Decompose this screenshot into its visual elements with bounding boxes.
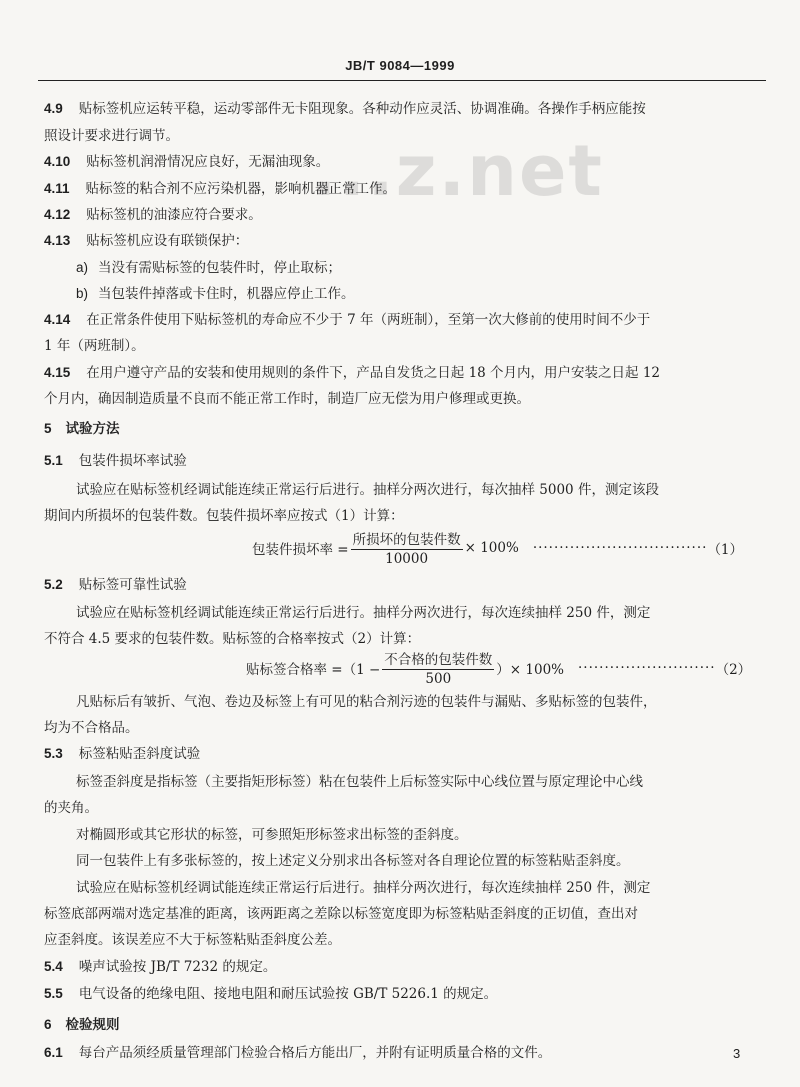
clause-4-15-cont: 个月内，确因制造质量不良而不能正常工作时，制造厂应无偿为用户修理或更换。 bbox=[44, 391, 530, 407]
clause-5-3-heading: 5.3 标签粘贴歪斜度试验 bbox=[44, 746, 201, 762]
clause-5-3-line-4: 同一包装件上有多张标签的，按上述定义分别求出各标签对各自理论位置的标签粘贴歪斜度。 bbox=[76, 853, 630, 869]
clause-4-14: 4.14 在正常条件使用下贴标签机的寿命应不少于 7 年（两班制），至第一次大修前的使用时间不少于 bbox=[44, 312, 651, 328]
page-header: JB/T 9084—1999 bbox=[345, 58, 455, 73]
page-number: 3 bbox=[733, 1046, 741, 1061]
formula-1: 包装件损坏率 = $\frac{\text{所损坏的包装件数}}{10000}$ × 100% ································· （1） bbox=[252, 528, 743, 567]
header-rule bbox=[38, 80, 766, 81]
clause-5-3-line-7: 应歪斜度。该误差应不大于标签粘贴歪斜度公差。 bbox=[44, 932, 341, 948]
clause-5-2-line-1: 试验应在贴标签机经调试能连续正常运行后进行。抽样分两次进行，每次连续抽样 250 件，测定 bbox=[76, 605, 651, 621]
formula-1-fraction: $\frac{\text{所损坏的包装件数}}{10000}$ bbox=[351, 528, 463, 567]
clause-4-10: 4.10 贴标签机润滑情况应良好，无漏油现象。 bbox=[44, 154, 330, 170]
clause-5-2-after-1: 凡贴标后有皱折、气泡、卷边及标签上有可见的粘合剂污迹的包装件与漏贴、多贴标签的包装件， bbox=[76, 694, 657, 710]
clause-4-13: 4.13 贴标签机应设有联锁保护： bbox=[44, 233, 249, 249]
formula-2-tag: （2） bbox=[715, 661, 752, 678]
clause-4-15: 4.15 在用户遵守产品的安装和使用规则的条件下，产品自发货之日起 18 个月内，用户安装之日起 12 bbox=[44, 365, 661, 381]
clause-4-11: 4.11 贴标签的粘合剂不应污染机器，影响机器正常工作。 bbox=[44, 181, 397, 197]
clause-5-1-heading: 5.1 包装件损坏率试验 bbox=[44, 453, 187, 469]
clause-5-4: 5.4 噪声试验按 JB/T 7232 的规定。 bbox=[44, 959, 277, 975]
formula-2: 贴标签合格率 =（1 − $\frac{\text{不合格的包装件数}}{500}$ ）× 100% ·························· （2） bbox=[246, 648, 751, 687]
clause-5-2-after-2: 均为不合格品。 bbox=[44, 720, 139, 736]
clause-5-5: 5.5 电气设备的绝缘电阻、接地电阻和耐压试验按 GB/T 5226.1 的规定。 bbox=[44, 986, 498, 1002]
clause-5-1-line-1: 试验应在贴标签机经调试能连续正常运行后进行。抽样分两次进行，每次抽样 5000 件，测定该段 bbox=[76, 482, 659, 498]
section-6-heading: 6 检验规则 bbox=[44, 1017, 120, 1033]
clause-5-3-line-2: 的夹角。 bbox=[44, 800, 98, 816]
formula-2-fraction: $\frac{\text{不合格的包装件数}}{500}$ bbox=[382, 648, 494, 687]
clause-4-12: 4.12 贴标签机的油漆应符合要求。 bbox=[44, 207, 262, 223]
watermark: ...z.net bbox=[310, 130, 604, 212]
clause-4-13-a: a) 当没有需贴标签的包装件时，停止取标； bbox=[76, 260, 342, 276]
clause-4-9: 4.9 贴标签机应运转平稳，运动零部件无卡阻现象。各种动作应灵活、协调准确。各操作手柄应能按 bbox=[44, 101, 646, 117]
clause-5-3-line-6: 标签底部两端对选定基准的距离，该两距离之差除以标签宽度即为标签粘贴歪斜度的正切值，查出对 bbox=[44, 906, 638, 922]
clause-4-9-cont: 照设计要求进行调节。 bbox=[44, 128, 179, 144]
clause-5-3-line-3: 对椭圆形或其它形状的标签，可参照矩形标签求出标签的歪斜度。 bbox=[76, 827, 468, 843]
clause-4-13-b: b) 当包装件掉落或卡住时，机器应停止工作。 bbox=[76, 286, 355, 302]
clause-4-14-cont: 1 年（两班制）。 bbox=[44, 338, 145, 354]
section-5-heading: 5 试验方法 bbox=[44, 421, 120, 437]
clause-6-1: 6.1 每台产品须经质量管理部门检验合格后方能出厂，并附有证明质量合格的文件。 bbox=[44, 1045, 552, 1061]
clause-5-2-heading: 5.2 贴标签可靠性试验 bbox=[44, 577, 187, 593]
clause-5-1-line-2: 期间内所损坏的包装件数。包装件损坏率应按式（1）计算： bbox=[44, 508, 404, 524]
formula-1-tag: （1） bbox=[707, 541, 744, 558]
clause-5-3-line-5: 试验应在贴标签机经调试能连续正常运行后进行。抽样分两次进行，每次连续抽样 250 件，测定 bbox=[76, 880, 651, 896]
clause-5-2-line-2: 不符合 4.5 要求的包装件数。贴标签的合格率按式（2）计算： bbox=[44, 631, 421, 647]
clause-5-3-line-1: 标签歪斜度是指标签（主要指矩形标签）粘在包装件上后标签实际中心线位置与原定理论中心线 bbox=[76, 774, 643, 790]
